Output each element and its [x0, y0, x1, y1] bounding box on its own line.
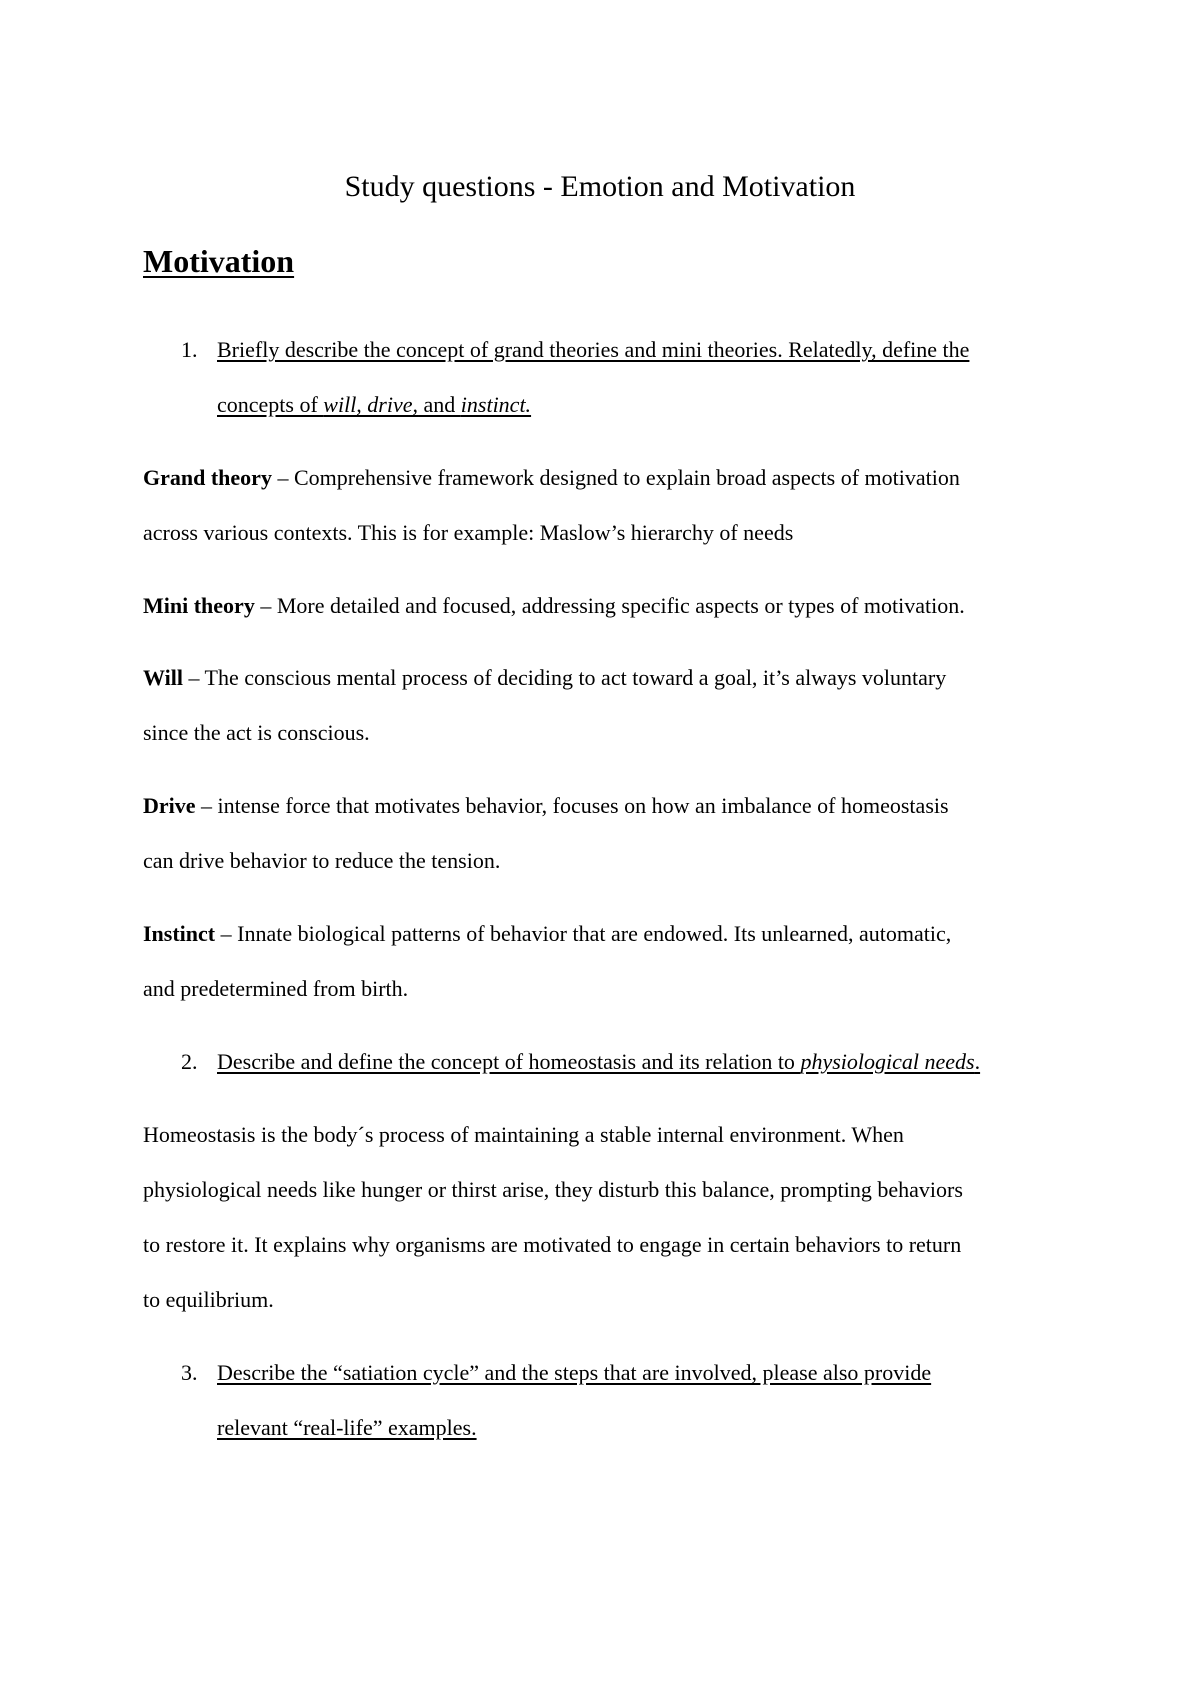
instinct-term: Instinct — [143, 921, 216, 946]
grand-theory-definition: – Comprehensive framework designed to explain broad aspects of motivation — [271, 465, 960, 490]
mini-theory-line-1 — [143, 590, 965, 622]
question-1-number: 1. — [181, 337, 198, 362]
question-1-line-2-em: will, drive, — [323, 392, 419, 417]
grand-theory-term: Grand theory — [143, 465, 272, 490]
instinct-definition: – Innate biological patterns of behavior that are endowed. Its unlearned, automatic, — [215, 921, 952, 946]
homeostasis-line-1: Homeostasis is the body´s process of maintaining a stable internal environment. When — [143, 1122, 904, 1147]
question-2-text-em: physiological needs — [800, 1049, 975, 1074]
question-2-text-main: Describe and define the concept of homeostasis and its relation to — [217, 1049, 801, 1074]
will-definition: – The conscious mental process of deciding to act toward a goal, it’s always voluntary — [182, 665, 947, 690]
homeostasis-line-3: to restore it. It explains why organisms are motivated to engage in certain behaviors to return — [143, 1232, 962, 1257]
document-title: Study questions - Emotion and Motivation — [344, 170, 856, 203]
will-line-1 — [143, 662, 946, 694]
homeostasis-line-4: to equilibrium. — [143, 1287, 274, 1312]
question-2-number: 2. — [181, 1049, 198, 1074]
homeostasis-line-2: physiological needs like hunger or thirst arise, they disturb this balance, prompting behaviors — [143, 1177, 963, 1202]
question-1-line-2-em2: instinct. — [460, 392, 532, 417]
will-term: Will — [143, 665, 183, 690]
question-1-line-2 — [217, 389, 531, 421]
question-3-number: 3. — [181, 1360, 198, 1385]
grand-theory-line-1 — [143, 462, 960, 494]
grand-theory-line-2: across various contexts. This is for example: Maslow’s hierarchy of needs — [143, 520, 794, 545]
mini-theory-definition: – More detailed and focused, addressing specific aspects or types of motivation. — [254, 593, 965, 618]
drive-line-1 — [143, 790, 949, 822]
drive-term: Drive — [143, 793, 196, 818]
instinct-line-1 — [143, 918, 951, 950]
instinct-line-2: and predetermined from birth. — [143, 976, 409, 1001]
question-2-text-end: . — [974, 1049, 981, 1074]
question-3-line-1: Describe the “satiation cycle” and the steps that are involved, please also provide — [217, 1360, 932, 1385]
mini-theory-term: Mini theory — [143, 593, 255, 618]
question-1-line-1: Briefly describe the concept of grand theories and mini theories. Relatedly, define the — [217, 337, 970, 362]
question-3-line-2: relevant “real-life” examples. — [217, 1415, 477, 1440]
question-1-line-2-mid: and — [418, 392, 461, 417]
section-heading-motivation: Motivation — [143, 243, 295, 279]
question-1-line-2-pre: concepts of — [217, 392, 324, 417]
drive-line-2: can drive behavior to reduce the tension. — [143, 848, 501, 873]
drive-definition: – intense force that motivates behavior, focuses on how an imbalance of homeostasis — [195, 793, 949, 818]
will-line-2: since the act is conscious. — [143, 720, 370, 745]
question-2-text — [217, 1046, 980, 1078]
